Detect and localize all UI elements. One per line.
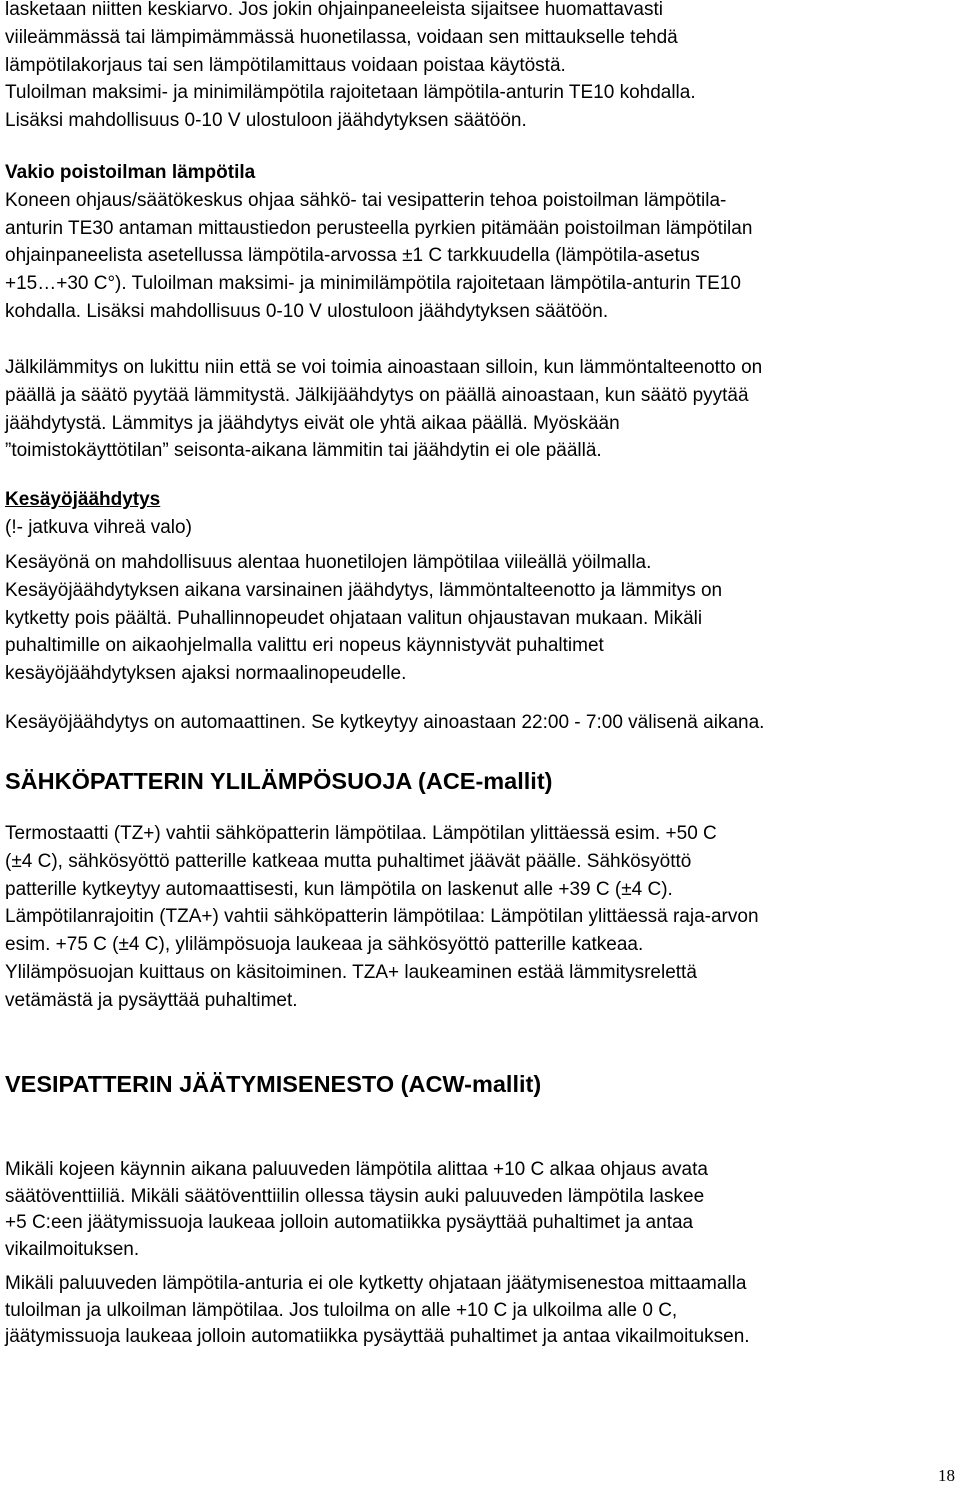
text-line: viileämmässä tai lämpimämmässä huonetilassa, voidaan sen mittaukselle tehdä: [5, 26, 678, 48]
summer-cooling-section: [5, 486, 955, 542]
text-line: kytketty pois päältä. Puhallinnopeudet ohjataan valitun ohjaustavan mukaan. Mikäli: [5, 607, 703, 629]
text-line: patterille kytkeytyy automaattisesti, kun lämpötila on laskenut alle +39 C (±4 C).: [5, 878, 673, 900]
section-heading-electric: SÄHKÖPATTERIN YLILÄMPÖSUOJA (ACE-mallit): [5, 768, 553, 794]
text-line: Jälkilämmitys on lukittu niin että se voi toimia ainoastaan silloin, kun lämmöntalteenotto on: [5, 357, 763, 378]
text-line: (±4 C), sähkösyöttö patterille katkeaa mutta puhaltimet jäävät päälle. Sähkösyöttö: [5, 850, 692, 872]
intro-paragraph: [5, 0, 955, 135]
page-number: 18: [938, 1466, 955, 1485]
text-line: jäähdytystä. Lämmitys ja jäähdytys eivät ole yhtä aikaa päällä. Myöskään: [5, 412, 620, 434]
section-heading-summer: Kesäyöjäähdytys: [5, 489, 161, 510]
text-line: Ylilämpösuojan kuittaus on käsitoiminen. TZA+ laukeaminen estää lämmitysrelettä: [5, 961, 697, 983]
text-line: Termostaatti (TZ+) vahtii sähköpatterin lämpötilaa. Lämpötilan ylittäessä esim. +50 C: [5, 823, 717, 844]
text-line: Koneen ohjaus/säätökeskus ohjaa sähkö- tai vesipatterin tehoa poistoilman lämpötila-: [5, 189, 727, 211]
text-line: vikailmoituksen.: [5, 1238, 140, 1260]
text-line: Kesäyöjäähdytyksen aikana varsinainen jäähdytys, lämmöntalteenotto ja lämmitys on: [5, 579, 723, 601]
text-line: puhaltimille on aikaohjelmalla valittu eri nopeus käynnistyvät puhaltimet: [5, 635, 604, 657]
text-line: lämpötilakorjaus tai sen lämpötilamittaus voidaan poistaa käytöstä.: [5, 54, 566, 76]
afterheat-paragraph: [5, 354, 955, 465]
section-heading-exhaust: Vakio poistoilman lämpötila: [5, 162, 256, 183]
status-note: (!- jatkuva vihreä valo): [5, 516, 192, 538]
text-line: anturin TE30 antaman mittaustiedon perusteella pyrkien pitämään poistoilman lämpötilan: [5, 217, 753, 239]
section-heading-water: VESIPATTERIN JÄÄTYMISENESTO (ACW-mallit): [5, 1071, 542, 1097]
text-line: ohjainpaneelista asetellussa lämpötila-arvossa ±1 C tarkkuudella (lämpötila-asetus: [5, 245, 700, 267]
electric-paragraph: [5, 820, 955, 1015]
text-line: Lämpötilanrajoitin (TZA+) vahtii sähköpatterin lämpötilaa: Lämpötilan ylittäessä raja-arvon: [5, 906, 759, 928]
summer-paragraph: [5, 549, 955, 688]
text-line: Kesäyönä on mahdollisuus alentaa huonetilojen lämpötilaa viileällä yöilmalla.: [5, 552, 652, 573]
text-line: tuloilman ja ulkoilman lämpötilaa. Jos tuloilma on alle +10 C ja ulkoilma alle 0 C,: [5, 1299, 678, 1321]
text-line: kesäyöjäähdytyksen ajaksi normaalinopeudelle.: [5, 663, 407, 685]
exhaust-section: [5, 159, 955, 326]
text-line: +5 C:een jäätymissuoja laukeaa jolloin automatiikka pysäyttää puhaltimet ja antaa: [5, 1212, 694, 1233]
text-line: kohdalla. Lisäksi mahdollisuus 0-10 V ulostuloon jäähdytyksen säätöön.: [5, 300, 609, 322]
text-line: Mikäli kojeen käynnin aikana paluuveden lämpötila alittaa +10 C alkaa ohjaus avata: [5, 1159, 708, 1180]
text-line: Tuloilman maksimi- ja minimilämpötila rajoitetaan lämpötila-anturin TE10 kohdalla.: [5, 82, 696, 104]
water-paragraph-2: [5, 1271, 955, 1351]
text-line: esim. +75 C (±4 C), ylilämpösuoja laukeaa ja sähkösyöttö patterille katkeaa.: [5, 934, 644, 956]
text-line: säätöventtiiliä. Mikäli säätöventtiilin ollessa täysin auki paluuveden lämpötila laskee: [5, 1185, 705, 1207]
text-line: Mikäli paluuveden lämpötila-anturia ei ole kytketty ohjataan jäätymisenestoa mittaamalla: [5, 1273, 747, 1294]
text-line: lasketaan niitten keskiarvo. Jos jokin ohjainpaneeleista sijaitsee huomattavasti: [5, 0, 663, 20]
summer-auto-paragraph: [5, 709, 955, 737]
text-line: jäätymissuoja laukeaa jolloin automatiikka pysäyttää puhaltimet ja antaa vikailmoituksen.: [5, 1326, 750, 1347]
text-line: Kesäyöjäähdytys on automaattinen. Se kytkeytyy ainoastaan 22:00 - 7:00 välisenä aikana.: [5, 712, 765, 733]
text-line: vetämästä ja pysäyttää puhaltimet.: [5, 989, 298, 1011]
text-line: Lisäksi mahdollisuus 0-10 V ulostuloon jäähdytyksen säätöön.: [5, 110, 527, 132]
water-paragraph-1: [5, 1157, 955, 1263]
text-line: +15…+30 C°). Tuloilman maksimi- ja minimilämpötila rajoitetaan lämpötila-anturin TE10: [5, 273, 741, 295]
text-line: päällä ja säätö pyytää lämmitystä. Jälkijäähdytys on päällä ainoastaan, kun säätö pyytää: [5, 384, 749, 406]
text-line: ”toimistokäyttötilan” seisonta-aikana lämmitin tai jäähdytin ei ole päällä.: [5, 440, 602, 462]
